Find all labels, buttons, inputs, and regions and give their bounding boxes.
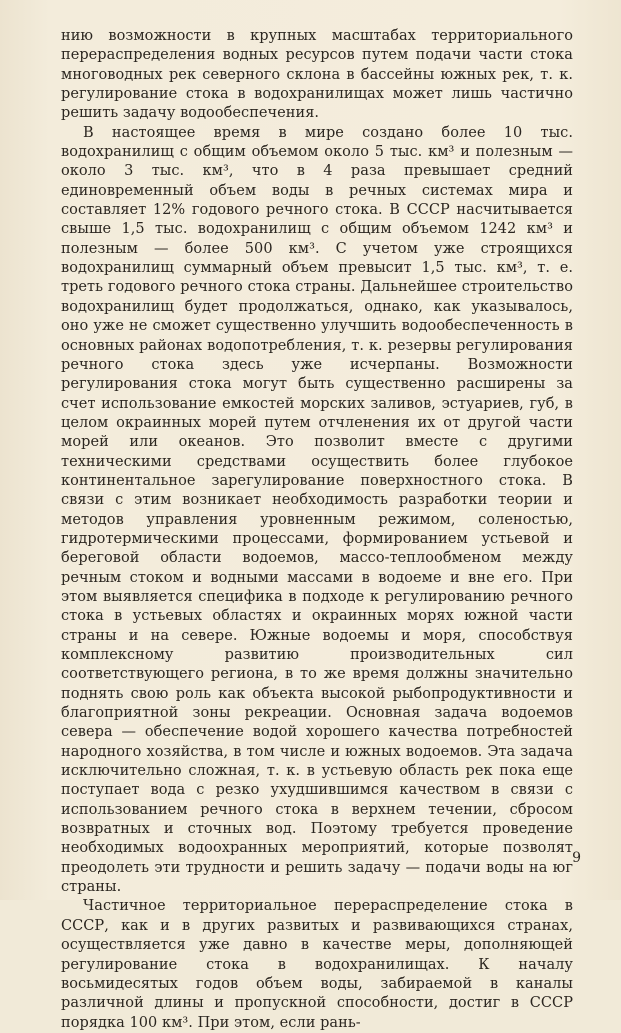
- paragraph-reservoirs: В настоящее время в мире создано более 10 тыс. водохранилищ с общим объемом около 5 тыс. км³ и полезным — около 3 тыс. км³, что в 4 раза превышает средний единовременный объем воды в речных системах мира и составляет 12% годового речного стока. В СССР насчитывается свыше 1,5 тыс. водохранилищ с общим объемом 1242 км³ и полезным — более 500 км³. С учетом уже строящихся водохранилищ суммарный объем превысит 1,5 тыс. км³, т. е. треть годового речного стока страны. Дальнейшее строительство водохранилищ будет продолжаться, однако, как указывалось, оно уже не сможет существенно улучшить водообеспеченность в основных районах водопотребления, т. к. резервы регулирования речного стока здесь уже исчерпаны. Возможности регулирования стока могут быть существенно расширены за счет использование емкостей морских заливов, эстуариев, губ, в целом окраинных морей путем отчленения их от другой части морей или океанов. Это позволит вместе с другими техническими средствами осуществить более глубокое континентальное зарегулирование поверхностного стока. В связи с этим возникает необходимость разработки теории и методов управления уровненным режимом, соленостью, гидротермическими процессами, формированием устьевой и береговой области водоемов, массо-теплообменом между речным стоком и водными массами в водоеме и вне его. При этом выявляется специфика в подходе к регулированию речного стока в устьевых областях и окраинных морях южной части страны и на севере. Южные водоемы и моря, способствуя комплексному развитию производительных сил соответствующего региона, в то же время должны значительно поднять свою роль как объекта высокой рыбопродуктивности и благоприятной зоны рекреации. Основная задача водоемов севера — обеспечение водой хорошего качества потребностей народного хозяйства, в том числе и южных водоемов. Эта задача исключительно сложная, т. к. в устьевую область рек пока еще поступает вода с резко ухудшившимся качеством в связи с использованием речного стока в верхнем течении, сбросом возвратных и сточных вод. Поэтому требуется проведение необходимых водоохранных мероприятий, которые позволят преодолеть эти трудности и решить задачу — подачи воды на юг страны.: [61, 124, 573, 896]
- page-number: 9: [572, 850, 581, 866]
- paragraph-continuation: нию возможности в крупных масштабах территориального перераспределения водных ресурсов путем подачи части стока многоводных рек северного склона в бассейны южных рек, т. к. регулирование стока в водохранилищах может лишь частично решить задачу водообеспечения.: [61, 28, 573, 122]
- paragraph-redistribution: Частичное территориальное перераспределение стока в СССР, как и в других развитых и развивающихся странах, осуществляется уже давно в качестве меры, дополняющей регулирование стока в водохранилищах. К началу восьмидесятых годов объем воды, забираемой в каналы различной длины и пропускной способности, достиг в СССР порядка 100 км³. При этом, если рань-: [61, 898, 573, 1031]
- body-text: [61, 27, 573, 1033]
